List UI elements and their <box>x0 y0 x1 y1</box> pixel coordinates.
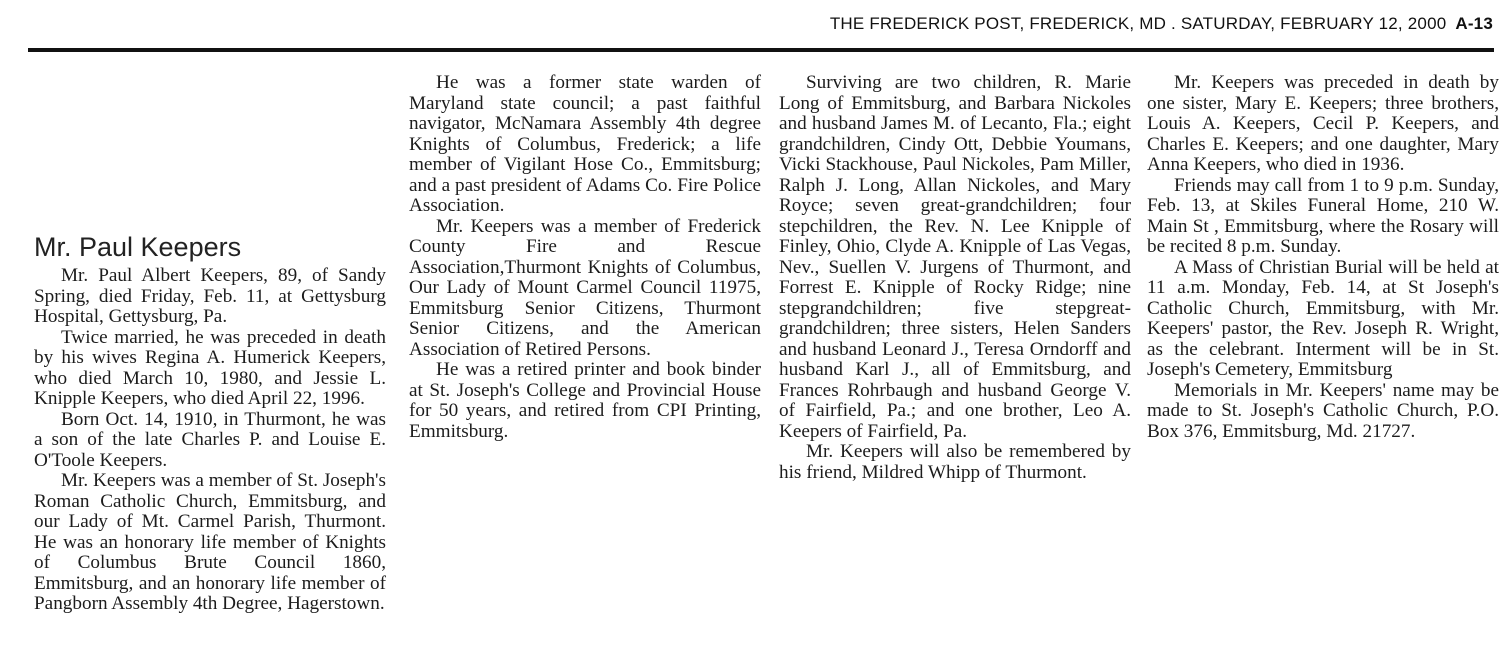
header-rule <box>28 48 1494 52</box>
column-4 <box>1147 73 1499 442</box>
paragraph-memorials: Memorials in Mr. Keepers' name may be made to St. Joseph's Catholic Church, P.O. Box 376, Emmitsburg, Md. 21727. <box>1147 379 1499 442</box>
page-number: A-13 <box>1455 14 1493 33</box>
paragraph-church-membership: Mr. Keepers was a member of St. Joseph's Roman Catholic Church, Emmitsburg, and our Lady of Mt. Carmel Parish, Thurmont. He was an honorary life member of Knights of Columbus Brute Council 1860, Emmitsburg, and an honorary life member of Pangborn Assembly 4th Degree, Hagerstown. <box>34 470 386 614</box>
paragraph-preceded-in-death: Mr. Keepers was preceded in death by one sister, Mary E. Keepers; three brothers, Louis A. Keepers, Cecil P. Keepers, and Charles E. Keepers; and one daughter, Mary Anna Keepers, who died in 1936. <box>1147 72 1499 175</box>
column-2 <box>409 73 761 442</box>
column-3 <box>779 73 1131 483</box>
obituary-title: Mr. Paul Keepers <box>34 232 242 262</box>
paragraph-career: He was a retired printer and book binder at St. Joseph's College and Provincial House for 50 years, and retired from CPI Printing, Emmitsburg. <box>409 359 761 442</box>
paragraph-visitation: Friends may call from 1 to 9 p.m. Sunday, Feb. 13, at Skiles Funeral Home, 210 W. Main St , Emmitsburg, where the Rosary will be recited 8 p.m. Sunday. <box>1147 174 1499 257</box>
paragraph-mass: A Mass of Christian Burial will be held at 11 a.m. Monday, Feb. 14, at St Joseph's Catholic Church, Emmitsburg, with Mr. Keepers' pastor, the Rev. Joseph R. Wright, as the celebrant. Interment will be in St. Joseph's Cemetery, Emmitsburg <box>1147 256 1499 380</box>
paragraph-birth: Born Oct. 14, 1910, in Thurmont, he was a son of the late Charles P. and Louise E. O'Toole Keepers. <box>34 408 386 471</box>
paragraph-marriages: Twice married, he was preceded in death by his wives Regina A. Humerick Keepers, who died March 10, 1980, and Jessie L. Knipple Keepers, who died April 22, 1996. <box>34 326 386 409</box>
newspaper-header <box>0 14 1493 34</box>
paragraph-survivors: Surviving are two children, R. Marie Long of Emmitsburg, and Barbara Nickoles and husband James M. of Lecanto, Fla.; eight grandchildren, Cindy Ott, Debbie Youmans, Vicki Stackhouse, Paul Nickoles, Pam Miller, Ralph J. Long, Allan Nickoles, and Mary Royce; seven great-grandchildren; four stepchildren, the Rev. N. Lee Knipple of Finley, Ohio, Clyde A. Knipple of Las Vegas, Nev., Suellen V. Jurgens of Thurmont, and Forrest E. Knipple of Rocky Ridge; nine stepgrandchildren; five stepgreat-grandchildren; three sisters, Helen Sanders and husband Leonard J., Teresa Orndorff and husband Karl J., all of Emmitsburg, and Frances Rohrbaugh and husband George V. of Fairfield, Pa.; and one brother, Leo A. Keepers of Fairfield, Pa. <box>779 72 1131 442</box>
paragraph-death-notice: Mr. Paul Albert Keepers, 89, of Sandy Spring, died Friday, Feb. 11, at Gettysburg Hospital, Gettysburg, Pa. <box>34 265 386 327</box>
column-1 <box>34 231 386 615</box>
paragraph-state-warden: He was a former state warden of Maryland state council; a past faithful navigator, McNamara Assembly 4th degree Knights of Columbus, Frederick; a life member of Vigilant Hose Co., Emmitsburg; and a past president of Adams Co. Fire Police Association. <box>409 72 761 216</box>
paragraph-memberships: Mr. Keepers was a member of Frederick County Fire and Rescue Association,Thurmont Knights of Columbus, Our Lady of Mount Carmel Council 11975, Emmitsburg Senior Citizens, Thurmont Senior Citizens, and the American Association of Retired Persons. <box>409 215 761 360</box>
masthead-dateline: THE FREDERICK POST, FREDERICK, MD . SATURDAY, FEBRUARY 12, 2000 <box>829 14 1447 33</box>
paragraph-friend: Mr. Keepers will also be remembered by his friend, Mildred Whipp of Thurmont. <box>779 441 1131 483</box>
